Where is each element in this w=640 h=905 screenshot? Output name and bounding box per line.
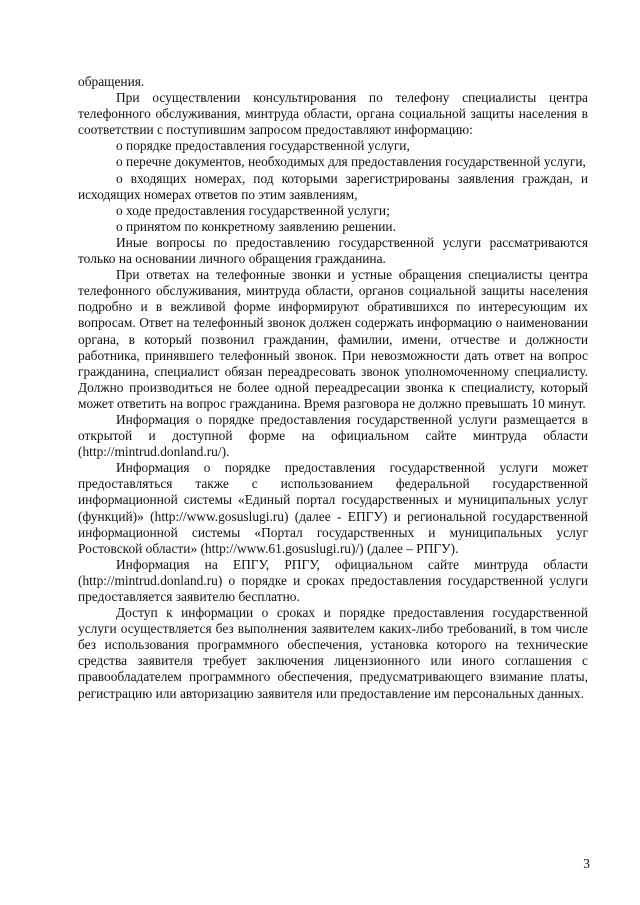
paragraph-phone-answers: При ответах на телефонные звонки и устные обращения специалисты центра телефонного обслуживания, минтруда области, органов социальной защиты населения подробно и в вежливой форме информируют обратившихся по интересующим их вопросам. Ответ на телефонный звонок должен содержать информацию о наименовании органа, в который позвонил гражданин, фамилии, имени, отчестве и должности работника, принявшего телефонный звонок. При невозможности дать ответ на вопрос гражданина, специалист обязан переадресовать звонок уполномоченному специалисту. Должно производиться не более одной переадресации звонка к специалисту, который может ответить на вопрос гражданина. Время разговора не должно превышать 10 минут. xyxy=(78,267,588,411)
list-item-decision: о принятом по конкретному заявлению решении. xyxy=(116,218,396,234)
list-item-service-procedure: о порядке предоставления государственной услуги, xyxy=(116,138,410,154)
paragraph-free-info: Информация на ЕПГУ, РПГУ, официальном сайте минтруда области (http://mintrud.donland.ru) о порядке и сроках предоставления государственной услуги предоставляется заявителю бесплатно. xyxy=(78,556,588,604)
list-item-service-progress: о ходе предоставления государственной услуги; xyxy=(116,202,390,218)
paragraph-phone-consultation: При осуществлении консультирования по телефону специалисты центра телефонного обслуживания, минтруда области, органа социальной защиты населения в соответствии с поступившим запросом предоставляют информацию: xyxy=(78,90,588,138)
page-number: 3 xyxy=(583,856,590,871)
paragraph-continuation: обращения. xyxy=(78,74,145,89)
paragraph-epgu-info: Информация о порядке предоставления государственной услуги может предоставляться также с использованием федеральной государственной информационной системы «Единый портал государственных и муниципальных услуг (функций)» (http://www.gosuslugi.ru) (далее - ЕПГУ) и региональной государственной информационной системы «Портал государственных и муниципальных услуг Ростовской области» (http://www.61.gosuslugi.ru)/) (далее – РПГУ). xyxy=(78,460,588,556)
paragraph-website-info: Информация о порядке предоставления государственной услуги размещается в открытой и доступной форме на официальном сайте минтруда области (http://mintrud.donland.ru/). xyxy=(78,411,588,460)
list-item-incoming-numbers: о входящих номерах, под которыми зарегистрированы заявления граждан, и исходящих номерах ответов по этим заявлениям, xyxy=(78,170,588,202)
list-item-documents: о перечне документов, необходимых для предоставления государственной услуги, xyxy=(116,154,586,170)
document-body xyxy=(78,74,588,702)
paragraph-access-info: Доступ к информации о сроках и порядке предоставления государственной услуги осуществляется без выполнения заявителем каких-либо требований, в том числе без использования программного обеспечения, установка которого на технические средства заявителя требует заключения лицензионного или иного соглашения с правообладателем программного обеспечения, предусматривающего взимание платы, регистрацию или авторизацию заявителя или предоставление им персональных данных. xyxy=(78,605,588,701)
paragraph-other-questions: Иные вопросы по предоставлению государственной услуги рассматриваются только на основании личного обращения гражданина. xyxy=(78,234,588,267)
